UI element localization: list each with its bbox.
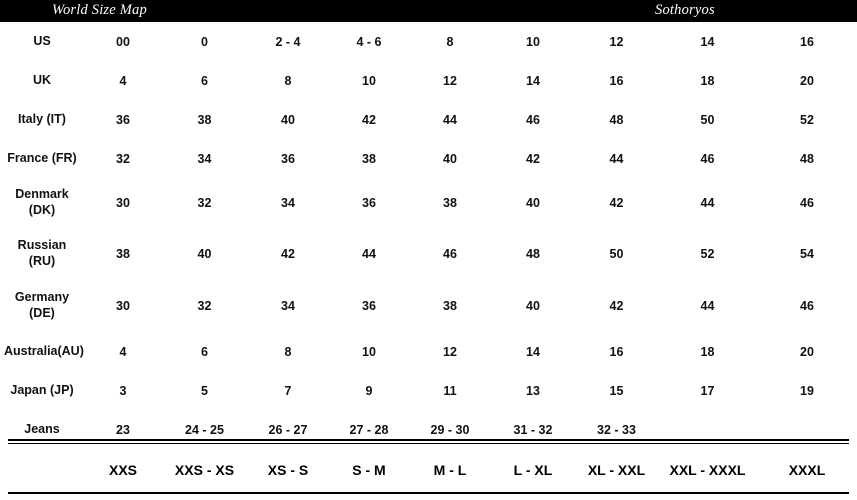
table-cell: 8	[284, 344, 292, 359]
table-cell: 46	[800, 196, 814, 210]
table-cell: 12	[609, 34, 624, 49]
table-cell: 6	[201, 73, 208, 88]
table-cell: 8	[284, 73, 292, 88]
table-cell: 6	[201, 344, 208, 359]
table-cell: 9	[365, 383, 373, 398]
table-cell: 44	[362, 247, 376, 261]
summary-cell: XS - S	[267, 462, 309, 478]
table-cell: 4	[119, 73, 127, 88]
row-label-line2: (DK)	[28, 203, 56, 217]
table-cell: 34	[197, 151, 212, 166]
table-cell: 10	[362, 73, 376, 88]
divider-bottom	[8, 492, 849, 494]
summary-cell: L - XL	[513, 462, 553, 478]
table-cell: 13	[526, 383, 540, 398]
table-cell: 29 - 30	[430, 422, 470, 437]
table-cell: 30	[116, 299, 130, 313]
row-label: US	[33, 33, 51, 48]
table-row	[0, 61, 857, 100]
table-cell: 40	[443, 151, 457, 166]
table-cell: 27 - 28	[349, 422, 389, 437]
table-row	[0, 100, 857, 139]
table-cell: 11	[443, 383, 457, 398]
table-cell: 46	[526, 112, 540, 127]
table-cell: 15	[609, 383, 624, 398]
table-cell: 48	[609, 112, 624, 127]
table-cell: 8	[446, 34, 454, 49]
summary-row	[0, 450, 857, 490]
table-cell: 19	[800, 383, 814, 398]
table-cell: 38	[443, 196, 457, 210]
summary-cell: S - M	[352, 462, 386, 478]
table-cell: 40	[526, 299, 540, 313]
table-cell: 3	[119, 383, 127, 398]
summary-cell: XXL - XXXL	[669, 462, 746, 478]
table-cell: 26 - 27	[268, 422, 308, 437]
table-cell: 12	[443, 344, 457, 359]
table-cell: 34	[281, 196, 295, 210]
table-cell: 50	[609, 247, 624, 261]
table-cell: 42	[609, 299, 624, 313]
table-cell: 32	[116, 151, 130, 166]
table-cell: 38	[443, 299, 457, 313]
table-cell: 14	[526, 73, 540, 88]
row-label-line1: Denmark	[15, 187, 69, 202]
table-cell: 40	[281, 112, 295, 127]
table-cell: 7	[284, 383, 292, 398]
table-cell: 0	[201, 34, 208, 49]
table-row	[0, 139, 857, 178]
table-cell: 46	[800, 299, 814, 313]
table-cell: 48	[800, 151, 814, 166]
table-cell: 48	[526, 247, 540, 261]
table-cell: 23	[116, 422, 130, 437]
table-cell: 44	[700, 299, 715, 313]
table-row	[0, 280, 857, 332]
table-cell: 14	[526, 344, 540, 359]
table-cell: 32 - 33	[597, 422, 636, 437]
size-conversion-table	[0, 22, 857, 449]
table-row	[0, 371, 857, 410]
table-cell: 24 - 25	[185, 422, 224, 437]
table-cell: 16	[609, 73, 624, 88]
table-cell: 44	[700, 196, 715, 210]
row-label: UK	[32, 72, 52, 87]
brand-title: Sothoryos	[655, 2, 715, 18]
table-cell: 4	[119, 344, 127, 359]
table-cell: 2 - 4	[275, 34, 301, 49]
table-cell: 5	[201, 383, 208, 398]
table-cell: 16	[800, 34, 814, 49]
table-cell: 44	[609, 151, 624, 166]
table-cell: 50	[700, 112, 715, 127]
header-bar	[0, 0, 857, 22]
table-cell: 12	[443, 73, 457, 88]
table-cell: 36	[281, 151, 295, 166]
summary-cell: XXS - XS	[174, 462, 235, 478]
table-cell: 20	[800, 73, 814, 88]
table-cell: 36	[362, 196, 376, 210]
table-cell: 10	[526, 34, 540, 49]
summary-cell: XL - XXL	[587, 462, 646, 478]
table-cell: 46	[700, 151, 715, 166]
row-label: Japan (JP)	[10, 382, 74, 397]
row-label	[0, 280, 84, 332]
table-cell: 38	[197, 112, 212, 127]
table-cell: 40	[197, 247, 212, 261]
table-row	[0, 178, 857, 228]
table-cell: 54	[800, 247, 814, 261]
table-cell: 17	[700, 383, 715, 398]
table-row	[0, 332, 857, 371]
table-cell: 18	[700, 344, 715, 359]
row-label: Jeans	[24, 421, 60, 436]
table-cell: 42	[362, 112, 376, 127]
table-cell: 42	[281, 247, 295, 261]
table-cell: 18	[700, 73, 715, 88]
table-cell: 34	[281, 299, 295, 313]
summary-cell: XXXL	[788, 462, 826, 478]
table-cell: 36	[362, 299, 376, 313]
table-cell: 31 - 32	[513, 422, 553, 437]
row-label: Russian (RU)	[17, 238, 67, 268]
table-cell: 32	[197, 196, 212, 210]
page-title: World Size Map	[52, 2, 147, 18]
summary-label	[0, 450, 84, 490]
row-label: Australia(AU)	[4, 343, 84, 358]
table-cell: 00	[116, 34, 130, 49]
table-cell: 52	[700, 247, 715, 261]
table-cell: 4 - 6	[356, 34, 382, 49]
row-label	[0, 178, 84, 228]
table-cell: 52	[800, 112, 814, 127]
summary-cell: M - L	[433, 462, 467, 478]
row-label: France (FR)	[7, 150, 77, 165]
table-cell: 44	[443, 112, 457, 127]
row-label-line2: (DE)	[29, 306, 55, 320]
table-cell: 16	[609, 344, 624, 359]
row-label-line1: Germany	[14, 290, 70, 305]
table-cell: 32	[197, 299, 212, 313]
row-label: Italy (IT)	[18, 111, 66, 126]
summary-cell: XXS	[108, 462, 137, 478]
table-cell: 10	[362, 344, 376, 359]
table-cell: 20	[800, 344, 814, 359]
table-cell: 30	[116, 196, 130, 210]
divider-top-thin	[8, 443, 849, 444]
table-cell: 38	[362, 151, 376, 166]
table-cell: 42	[609, 196, 624, 210]
table-cell: 40	[526, 196, 540, 210]
table-cell: 14	[700, 34, 715, 49]
table-cell: 42	[526, 151, 540, 166]
table-cell: 38	[116, 247, 130, 261]
table-row	[0, 22, 857, 61]
table-cell: 36	[116, 112, 130, 127]
table-row	[0, 228, 857, 280]
table-cell: 46	[443, 247, 457, 261]
divider-top	[8, 439, 849, 441]
